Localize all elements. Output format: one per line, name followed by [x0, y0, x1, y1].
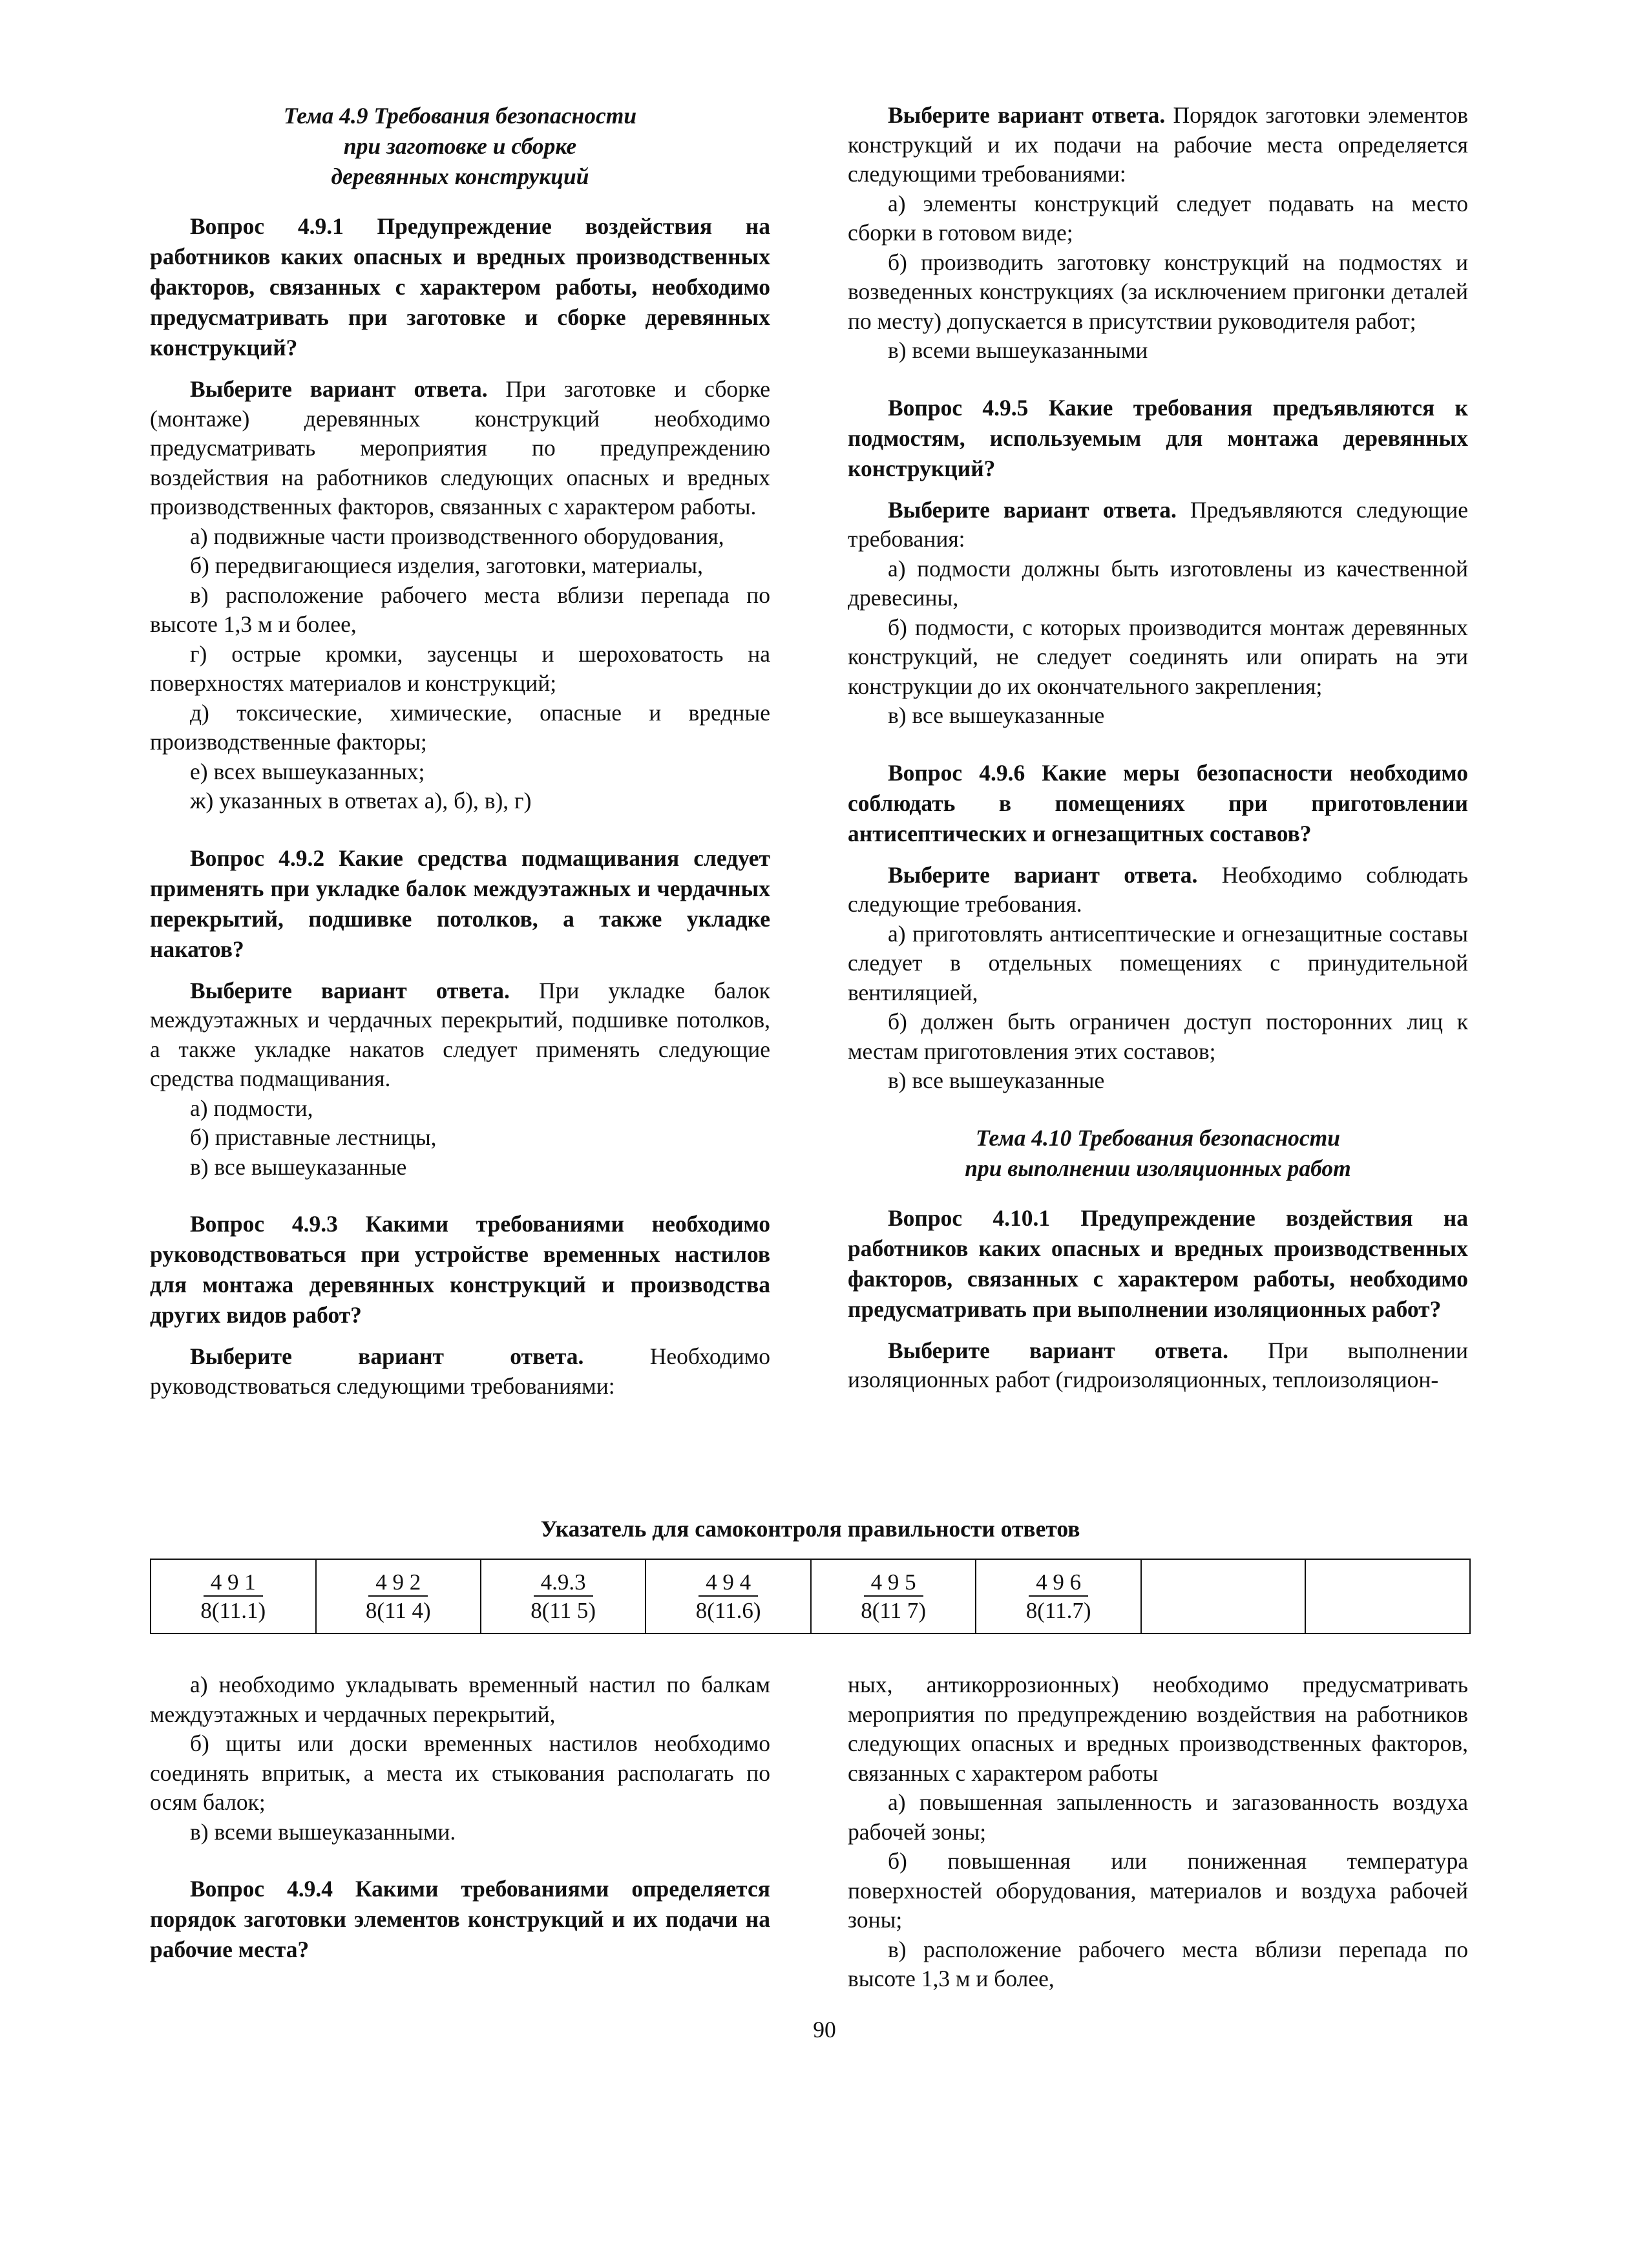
answer-option: б) подмости, с которых производится монтаж деревянных конструкций, не следует соединять или опирать на эти конструкции до их окончательного закрепления; [848, 614, 1468, 699]
index-cell [811, 1559, 976, 1633]
answer-lead: Выберите вариант ответа. [190, 1343, 584, 1369]
index-answer: 8(11.6) [695, 1597, 761, 1623]
question-4-10-1: Вопрос 4.10.1 Предупреждение воздействия на работников каких опасных и вредных производственных факторов, связанных с характером работы, необходимо предусматривать при выполнении изоляционных работ? [848, 1204, 1468, 1322]
answer-option: в) расположение рабочего места вблизи перепада по высоте 1,3 м и более, [848, 1936, 1468, 1991]
answer-4-9-1 [150, 375, 770, 522]
answer-text: Необходимо руководствоваться следующими требованиями: [150, 1343, 770, 1399]
answer-option: в) все вышеуказанные [888, 702, 1105, 728]
answer-option: б) должен быть ограничен доступ посторонних лиц к местам приготовления этих составов; [848, 1009, 1468, 1064]
answer-4-9-6 [848, 861, 1468, 919]
answer-option: б) повышенная или пониженная температура поверхностей оборудования, материалов и воздуха рабочей зоны; [848, 1848, 1468, 1933]
answer-lead: Выберите вариант ответа. [190, 977, 510, 1003]
answer-option: д) токсические, химические, опасные и вредные производственные факторы; [150, 699, 770, 755]
index-cell [316, 1559, 481, 1633]
question-4-9-5: Вопрос 4.9.5 Какие требования предъявляются к подмостям, используемым для монтажа деревянных конструкций? [848, 394, 1468, 481]
answer-lead: Выберите вариант ответа. [888, 496, 1177, 523]
answer-option: б) передвигающиеся изделия, заготовки, материалы, [190, 552, 704, 578]
answer-text: При выполнении изоляционных работ (гидроизоляционных, теплоизоляцион- [848, 1337, 1469, 1392]
answer-text: При укладке балок междуэтажных и чердачных перекрытий, подшивке потолков, а также укладке накатов следует применять следующие средства подмащивания. [150, 977, 770, 1091]
answer-lead: Выберите вариант ответа. [888, 861, 1198, 888]
index-cell [646, 1559, 811, 1633]
answer-lead: Выберите вариант ответа. [888, 102, 1166, 128]
index-answer: 8(11 7) [861, 1597, 926, 1623]
answer-text: Предъявляются следующие требования: [848, 496, 1469, 552]
topic-line: Тема 4.9 Требования безопасности [283, 103, 637, 129]
answer-option: г) острые кромки, заусенцы и шероховатость на поверхностях материалов и конструкций; [150, 640, 770, 696]
answer-option: а) повышенная запыленность и загазованность воздуха рабочей зоны; [848, 1789, 1468, 1845]
answer-option: а) приготовлять антисептические и огнезащитные составы следует в отдельных помещениях с принудительной вентиляцией, [848, 920, 1468, 1005]
answer-text: Порядок заготовки элементов конструкций и их подачи на рабочие места определяется следующими требованиями: [848, 102, 1468, 187]
index-cell-empty [1305, 1559, 1470, 1633]
answer-option: б) производить заготовку конструкций на подмостях и возведенных конструкциях (за исключением пригонки деталей по месту) допускается в присутствии руководителя работ; [848, 249, 1468, 334]
answer-index-title: Указатель для самоконтроля правильности ответов [540, 1516, 1080, 1542]
table-row [151, 1559, 1470, 1633]
right-column-top [848, 101, 1468, 1395]
index-cell [481, 1559, 646, 1633]
answer-4-9-2 [150, 976, 770, 1094]
answer-option: в) все вышеуказанные [190, 1153, 407, 1180]
index-question: 4 9 2 [368, 1570, 428, 1597]
answer-option: а) подмости должны быть изготовлены из качественной древесины, [848, 555, 1468, 611]
question-4-9-2: Вопрос 4.9.2 Какие средства подмащивания следует применять при укладке балок междуэтажных и чердачных перекрытий, подшивке потолков, а также укладке накатов? [150, 845, 770, 962]
answer-option: в) всеми вышеуказанными. [190, 1818, 456, 1845]
answer-lead: Выберите вариант ответа. [190, 376, 488, 402]
right-column-bottom [848, 1670, 1468, 1994]
answer-lead: Выберите вариант ответа. [888, 1337, 1228, 1363]
answer-text: При заготовке и сборке (монтаже) деревянных конструкций необходимо предусматривать мероприятия по предупреждению воздействия на работников следующих опасных и вредных производственных факторов, связанных с характером работы. [150, 376, 771, 520]
answer-4-9-5 [848, 496, 1468, 554]
left-column-bottom [150, 1670, 770, 1977]
answer-option: а) подвижные части производственного оборудования, [190, 523, 724, 549]
index-cell [151, 1559, 316, 1633]
left-column-top [150, 101, 770, 1401]
answer-option: а) элементы конструкций следует подавать на место сборки в готовом виде; [848, 190, 1468, 246]
index-cell [976, 1559, 1141, 1633]
answer-index-table [150, 1559, 1471, 1634]
topic-4-9-heading [150, 101, 770, 192]
answer-option: б) приставные лестницы, [190, 1124, 437, 1150]
question-4-9-3: Вопрос 4.9.3 Какими требованиями необходимо руководствоваться при устройстве временных настилов для монтажа деревянных конструкций и производства других видов работ? [150, 1211, 770, 1328]
page-number: 90 [813, 2017, 836, 2042]
index-cell-empty [1141, 1559, 1306, 1633]
answer-option: в) все вышеуказанные [888, 1067, 1105, 1093]
question-4-9-1: Вопрос 4.9.1 Предупреждение воздействия на работников каких опасных и вредных производственных факторов, связанных с характером работы, необходимо предусматривать при заготовке и сборке деревянных конструкций? [150, 213, 770, 361]
answer-option: в) всеми вышеуказанными [888, 337, 1148, 363]
index-answer: 8(11.1) [200, 1597, 266, 1623]
question-4-9-4: Вопрос 4.9.4 Какими требованиями определяется порядок заготовки элементов конструкций и их подачи на рабочие места? [150, 1876, 770, 1962]
topic-line: при заготовке и сборке [343, 133, 577, 159]
answer-4-9-4 [848, 101, 1468, 189]
answer-4-10-1 [848, 1336, 1468, 1395]
answer-4-9-3 [150, 1342, 770, 1401]
index-question: 4 9 6 [1029, 1570, 1088, 1597]
answer-option: в) расположение рабочего места вблизи перепада по высоте 1,3 м и более, [150, 582, 770, 637]
index-answer: 8(11.7) [1025, 1597, 1091, 1623]
index-question: 4 9 1 [204, 1570, 263, 1597]
topic-line: деревянных конструкций [331, 163, 589, 189]
index-question: 4 9 4 [698, 1570, 758, 1597]
answer-continuation: ных, антикоррозионных) необходимо предусматривать мероприятия по предупреждению воздействия на работников следующих опасных и вредных производственных факторов, связанных с характером работы [848, 1672, 1468, 1786]
question-4-9-6: Вопрос 4.9.6 Какие меры безопасности необходимо соблюдать в помещениях при приготовлении антисептических и огнезащитных составов? [848, 759, 1468, 846]
index-answer: 8(11 5) [530, 1597, 596, 1623]
topic-4-10-heading [848, 1123, 1468, 1184]
topic-line: Тема 4.10 Требования безопасности [976, 1124, 1340, 1151]
topic-line: при выполнении изоляционных работ [965, 1155, 1351, 1181]
answer-option: а) подмости, [190, 1095, 313, 1121]
answer-option: е) всех вышеуказанных; [190, 758, 425, 784]
index-question: 4.9.3 [534, 1570, 593, 1597]
answer-option: ж) указанных в ответах а), б), в), г) [190, 788, 532, 814]
answer-option: а) необходимо укладывать временный настил по балкам междуэтажных и чердачных перекрытий, [150, 1672, 770, 1727]
index-answer: 8(11 4) [365, 1597, 431, 1623]
index-question: 4 9 5 [864, 1570, 923, 1597]
answer-text: Необходимо соблюдать следующие требования. [848, 861, 1468, 917]
answer-option: б) щиты или доски временных настилов необходимо соединять впритык, а места их стыкования располагать по осям балок; [150, 1730, 770, 1815]
